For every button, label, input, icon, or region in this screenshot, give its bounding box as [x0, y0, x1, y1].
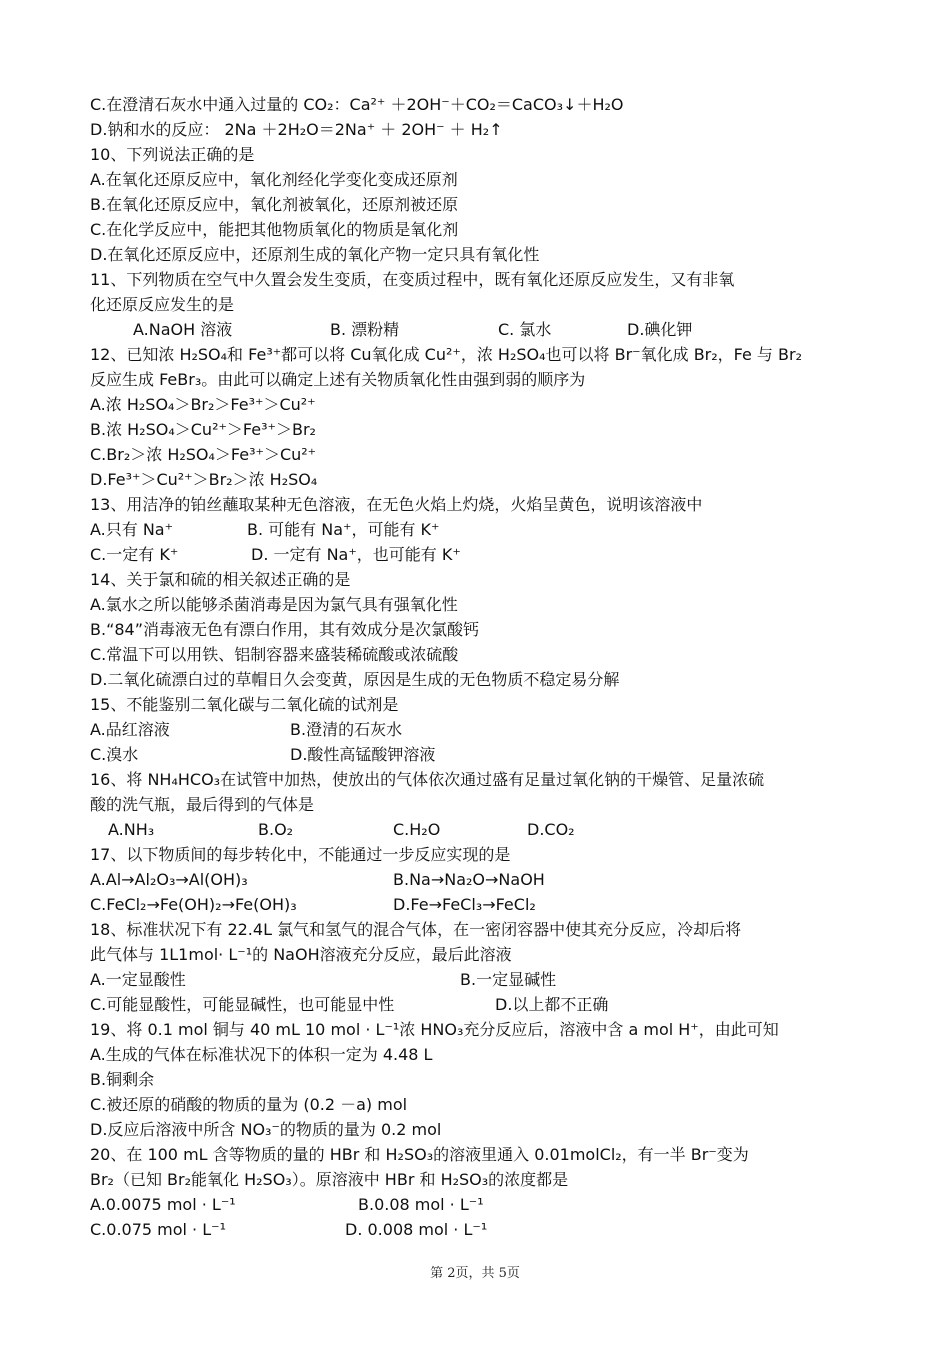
question-stem: 19、将 0.1 mol 铜与 40 mL 10 mol · L⁻¹浓 HNO₃充分反应后，溶液中含 a mol H⁺，由此可知 [90, 1020, 779, 1039]
answer-option: D.二氧化硫漂白过的草帽日久会变黄，原因是生成的无色物质不稳定易分解 [90, 670, 620, 689]
answer-option: A.NaOH 溶液 [133, 320, 233, 339]
question-stem: 20、在 100 mL 含等物质的量的 HBr 和 H₂SO₃的溶液里通入 0.01molCl₂，有一半 Br⁻变为 [90, 1145, 749, 1164]
answer-option: B.“84”消毒液无色有漂白作用，其有效成分是次氯酸钙 [90, 620, 480, 639]
question-stem: 18、标准状况下有 22.4L 氯气和氢气的混合气体，在一密闭容器中使其充分反应，冷却后将 [90, 920, 742, 939]
answer-option: B.铜剩余 [90, 1070, 155, 1089]
text-line: D.钠和水的反应： 2Na ＋2H₂O＝2Na⁺ ＋ 2OH⁻ ＋ H₂↑ [90, 120, 503, 139]
question-stem: 15、不能鉴别二氧化碳与二氧化硫的试剂是 [90, 695, 399, 714]
answer-option: D.CO₂ [527, 820, 575, 839]
answer-option: B. 漂粉精 [330, 320, 400, 339]
answer-option: B.O₂ [258, 820, 294, 839]
question-stem: 此气体与 1L1mol· L⁻¹的 NaOH溶液充分反应，最后此溶液 [90, 945, 512, 964]
question-stem: 酸的洗气瓶，最后得到的气体是 [90, 795, 315, 814]
answer-option: C.0.075 mol · L⁻¹ [90, 1220, 226, 1239]
question-stem: Br₂（已知 Br₂能氧化 H₂SO₃）。原溶液中 HBr 和 H₂SO₃的浓度都是 [90, 1170, 569, 1189]
answer-option: A.在氧化还原反应中，氧化剂经化学变化变成还原剂 [90, 170, 458, 189]
answer-option: D.反应后溶液中所含 NO₃⁻的物质的量为 0.2 mol [90, 1120, 442, 1139]
answer-option: A.一定显酸性 [90, 970, 186, 989]
question-stem: 12、已知浓 H₂SO₄和 Fe³⁺都可以将 Cu氧化成 Cu²⁺，浓 H₂SO₄也可以将 Br⁻氧化成 Br₂，Fe 与 Br₂ [90, 345, 802, 364]
answer-option: B.0.08 mol · L⁻¹ [358, 1195, 484, 1214]
answer-option: C.可能显酸性，可能显碱性，也可能显中性 [90, 995, 395, 1014]
answer-option: C.在化学反应中，能把其他物质氧化的物质是氧化剂 [90, 220, 459, 239]
answer-option: D.Fe³⁺＞Cu²⁺＞Br₂＞浓 H₂SO₄ [90, 470, 318, 489]
question-stem: 11、下列物质在空气中久置会发生变质，在变质过程中，既有氧化还原反应发生，又有非氧 [90, 270, 735, 289]
answer-option: A.氯水之所以能够杀菌消毒是因为氯气具有强氧化性 [90, 595, 458, 614]
answer-option: C.一定有 K⁺ [90, 545, 179, 564]
answer-option: D.碘化钾 [627, 320, 693, 339]
question-stem: 14、关于氯和硫的相关叙述正确的是 [90, 570, 351, 589]
answer-option: B.在氧化还原反应中，氧化剂被氧化，还原剂被还原 [90, 195, 459, 214]
answer-option: B.浓 H₂SO₄＞Cu²⁺＞Fe³⁺＞Br₂ [90, 420, 316, 439]
answer-option: D. 一定有 Na⁺，也可能有 K⁺ [251, 545, 461, 564]
answer-option: B.澄清的石灰水 [290, 720, 403, 739]
answer-option: B.Na→Na₂O→NaOH [393, 870, 545, 889]
page-number-footer: 第 2页，共 5页 [430, 1266, 520, 1281]
question-stem: 17、以下物质间的每步转化中，不能通过一步反应实现的是 [90, 845, 511, 864]
answer-option: A.NH₃ [108, 820, 155, 839]
answer-option: D.以上都不正确 [495, 995, 609, 1014]
answer-option: B. 可能有 Na⁺，可能有 K⁺ [247, 520, 440, 539]
answer-option: C.FeCl₂→Fe(OH)₂→Fe(OH)₃ [90, 895, 297, 914]
question-stem: 16、将 NH₄HCO₃在试管中加热，使放出的气体依次通过盛有足量过氧化钠的干燥管、足量浓硫 [90, 770, 765, 789]
answer-option: C.Br₂＞浓 H₂SO₄＞Fe³⁺＞Cu²⁺ [90, 445, 317, 464]
answer-option: A.Al→Al₂O₃→Al(OH)₃ [90, 870, 248, 889]
answer-option: A.0.0075 mol · L⁻¹ [90, 1195, 236, 1214]
answer-option: C.溴水 [90, 745, 139, 764]
answer-option: A.品红溶液 [90, 720, 170, 739]
answer-option: D.在氧化还原反应中，还原剂生成的氧化产物一定只具有氧化性 [90, 245, 540, 264]
answer-option: D. 0.008 mol · L⁻¹ [345, 1220, 488, 1239]
answer-option: A.只有 Na⁺ [90, 520, 174, 539]
answer-option: D.Fe→FeCl₃→FeCl₂ [393, 895, 536, 914]
question-stem: 化还原反应发生的是 [90, 295, 235, 314]
text-line: C.在澄清石灰水中通入过量的 CO₂：Ca²⁺ ＋2OH⁻＋CO₂＝CaCO₃↓＋H₂O [90, 95, 624, 114]
question-stem: 10、下列说法正确的是 [90, 145, 255, 164]
question-stem: 13、用洁净的铂丝蘸取某种无色溶液，在无色火焰上灼烧，火焰呈黄色，说明该溶液中 [90, 495, 703, 514]
answer-option: A.浓 H₂SO₄＞Br₂＞Fe³⁺＞Cu²⁺ [90, 395, 316, 414]
answer-option: C.被还原的硝酸的物质的量为 (0.2 －a) mol [90, 1095, 408, 1114]
answer-option: D.酸性高锰酸钾溶液 [290, 745, 436, 764]
answer-option: B.一定显碱性 [460, 970, 557, 989]
answer-option: C.常温下可以用铁、铝制容器来盛装稀硫酸或浓硫酸 [90, 645, 459, 664]
question-stem: 反应生成 FeBr₃。由此可以确定上述有关物质氧化性由强到弱的顺序为 [90, 370, 586, 389]
answer-option: C. 氯水 [498, 320, 552, 339]
answer-option: C.H₂O [393, 820, 441, 839]
answer-option: A.生成的气体在标准状况下的体积一定为 4.48 L [90, 1045, 433, 1064]
